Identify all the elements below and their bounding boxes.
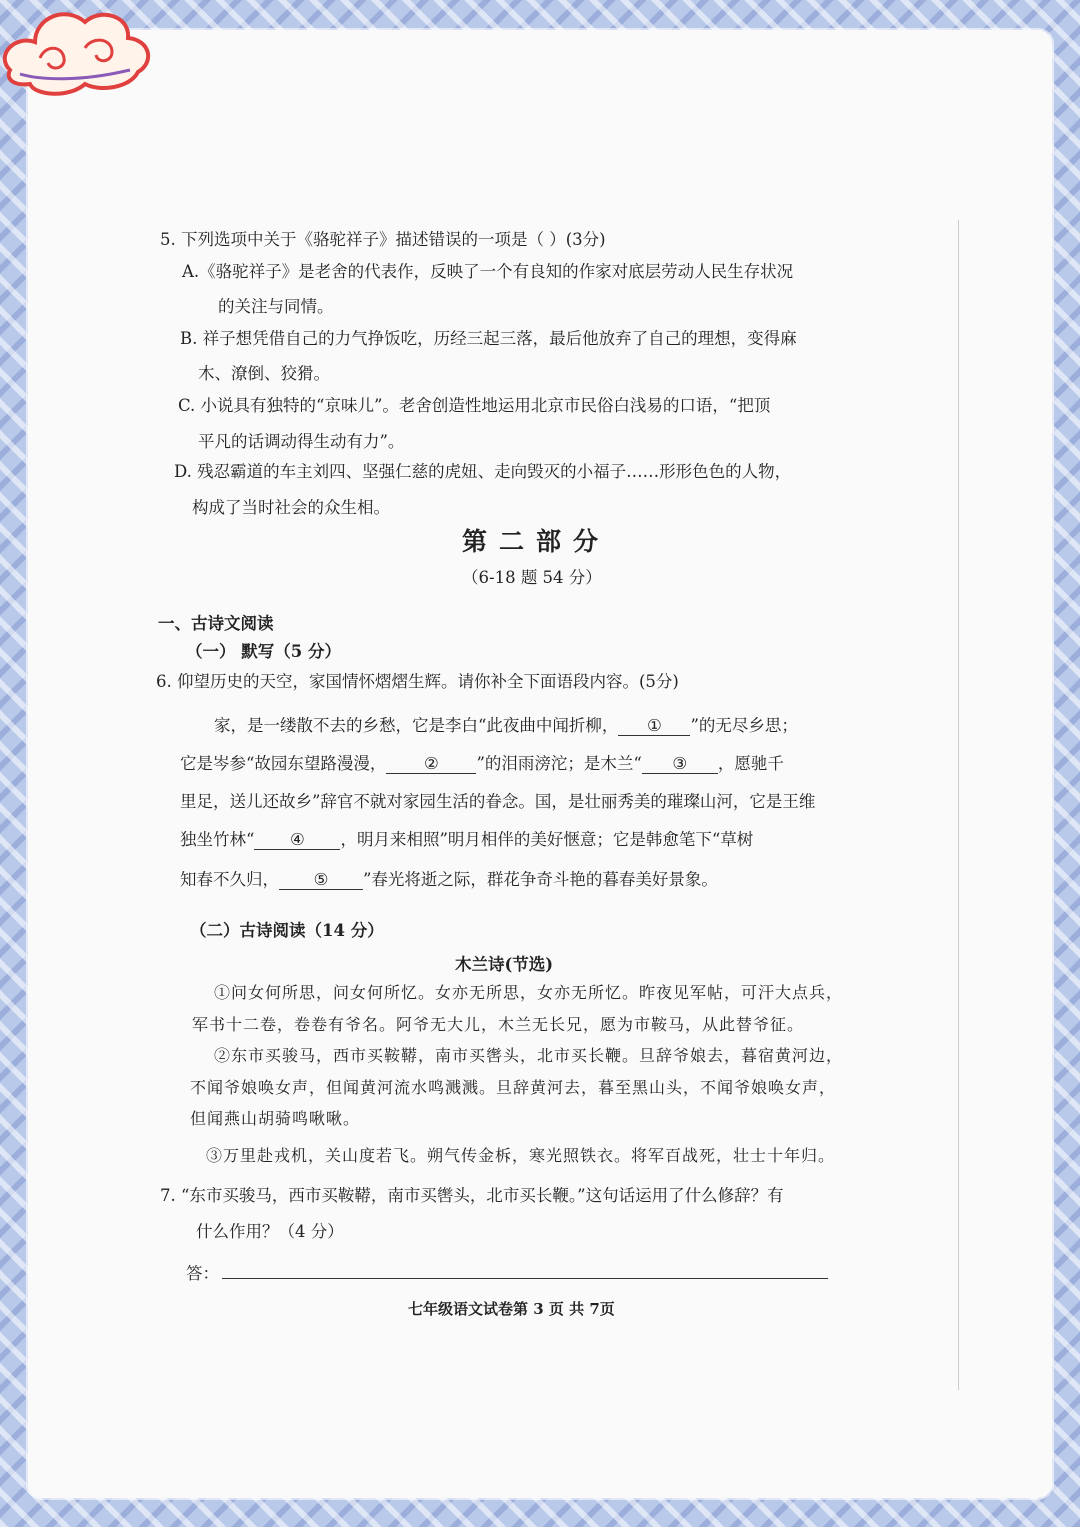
question-7-line-2: 什么作用？（4 分） [196, 1222, 344, 1241]
part-two-subtitle: （6-18 题 54 分） [462, 568, 602, 587]
blank-4-field[interactable]: ④ [254, 830, 340, 850]
poem-p3-line-1: ③万里赴戎机，关山度若飞。朔气传金柝，寒光照铁衣。将军百战死，壮士十年归。 [206, 1146, 836, 1165]
option-c-line-2: 平凡的话调动得生动有力”。 [198, 432, 405, 451]
option-d-line-2: 构成了当时社会的众生相。 [192, 498, 390, 517]
q6-line-5 [180, 866, 718, 890]
q6-text: ”春光将逝之际，群花争奇斗艳的暮春美好景象。 [363, 870, 718, 889]
q6-text: ，愿驰千 [717, 754, 784, 773]
option-c-line-1: C. 小说具有独特的“京味儿”。老舍创造性地运用北京市民俗白浅易的口语，“把顶 [178, 396, 771, 415]
question-7-line-1: 7. “东市买骏马，西市买鞍鞯，南市买辔头，北市买长鞭。”这句话运用了什么修辞？有 [160, 1186, 784, 1205]
q6-text: ，明月来相照”明月相伴的美好惬意；它是韩愈笔下“草树 [340, 830, 754, 849]
section-one-title: 一、古诗文阅读 [158, 614, 274, 633]
answer-label: 答： [186, 1264, 219, 1283]
poem-p1-line-2: 军书十二卷，卷卷有爷名。阿爷无大儿，木兰无长兄，愿为市鞍马，从此替爷征。 [192, 1015, 805, 1034]
q6-text: 它是岑参“故园东望路漫漫， [180, 754, 387, 773]
q6-text: 独坐竹林“ [180, 830, 255, 849]
poem-title: 木兰诗(节选) [455, 955, 554, 974]
blank-1-field[interactable]: ① [618, 716, 690, 736]
poem-p1-line-1: ①问女何所思，问女何所忆。女亦无所思，女亦无所忆。昨夜见军帖，可汗大点兵， [214, 983, 844, 1002]
page-footer: 七年级语文试卷第 3 页 共 7页 [408, 1300, 615, 1318]
cloud-ornament-icon [0, 0, 155, 100]
option-b-line-2: 木、潦倒、狡猾。 [198, 364, 330, 383]
poem-p2-line-1: ②东市买骏马，西市买鞍鞯，南市买辔头，北市买长鞭。旦辞爷娘去，暮宿黄河边， [214, 1046, 844, 1065]
part-two-title: 第二部分 [462, 527, 611, 556]
section-two-title: （二）古诗阅读（14 分） [190, 921, 384, 940]
q6-text: ”的泪雨滂沱；是木兰“ [476, 754, 642, 773]
option-d-line-1: D. 残忍霸道的车主刘四、坚强仁慈的虎妞、走向毁灭的小福子……形形色色的人物， [174, 462, 792, 481]
poem-p2-line-2: 不闻爷娘唤女声，但闻黄河流水鸣溅溅。旦辞黄河去，暮至黑山头，不闻爷娘唤女声， [190, 1078, 837, 1097]
blank-3-field[interactable]: ③ [642, 754, 718, 774]
fold-line [958, 220, 959, 1390]
question-5-stem: 5. 下列选项中关于《骆驼祥子》描述错误的一项是（ ）(3分) [160, 230, 606, 249]
blank-5-field[interactable]: ⑤ [279, 870, 363, 890]
q6-line-4 [180, 826, 753, 850]
question-6-stem: 6. 仰望历史的天空，家国情怀熠熠生辉。请你补全下面语段内容。(5分) [156, 672, 679, 691]
q6-line-2 [180, 750, 784, 774]
option-a-line-1: A.《骆驼祥子》是老舍的代表作，反映了一个有良知的作家对底层劳动人民生存状况 [182, 262, 794, 281]
dictation-subtitle: （一） 默写（5 分） [186, 642, 341, 661]
q6-line-1 [214, 712, 798, 736]
q6-text: 家，是一缕散不去的乡愁，它是李白“此夜曲中闻折柳， [214, 716, 619, 735]
answer-input-line[interactable] [222, 1278, 828, 1279]
option-a-line-2: 的关注与同情。 [218, 297, 334, 316]
option-b-line-1: B. 祥子想凭借自己的力气挣饭吃，历经三起三落，最后他放弃了自己的理想，变得麻 [180, 329, 797, 348]
q6-text: ”的无尽乡思； [690, 716, 798, 735]
poem-p2-line-3: 但闻燕山胡骑鸣啾啾。 [190, 1109, 361, 1128]
q6-text: 知春不久归， [180, 870, 279, 889]
blank-2-field[interactable]: ② [386, 754, 476, 774]
q6-line-3: 里足，送儿还故乡”辞官不就对家园生活的眷念。国，是壮丽秀美的璀璨山河，它是王维 [180, 792, 816, 811]
